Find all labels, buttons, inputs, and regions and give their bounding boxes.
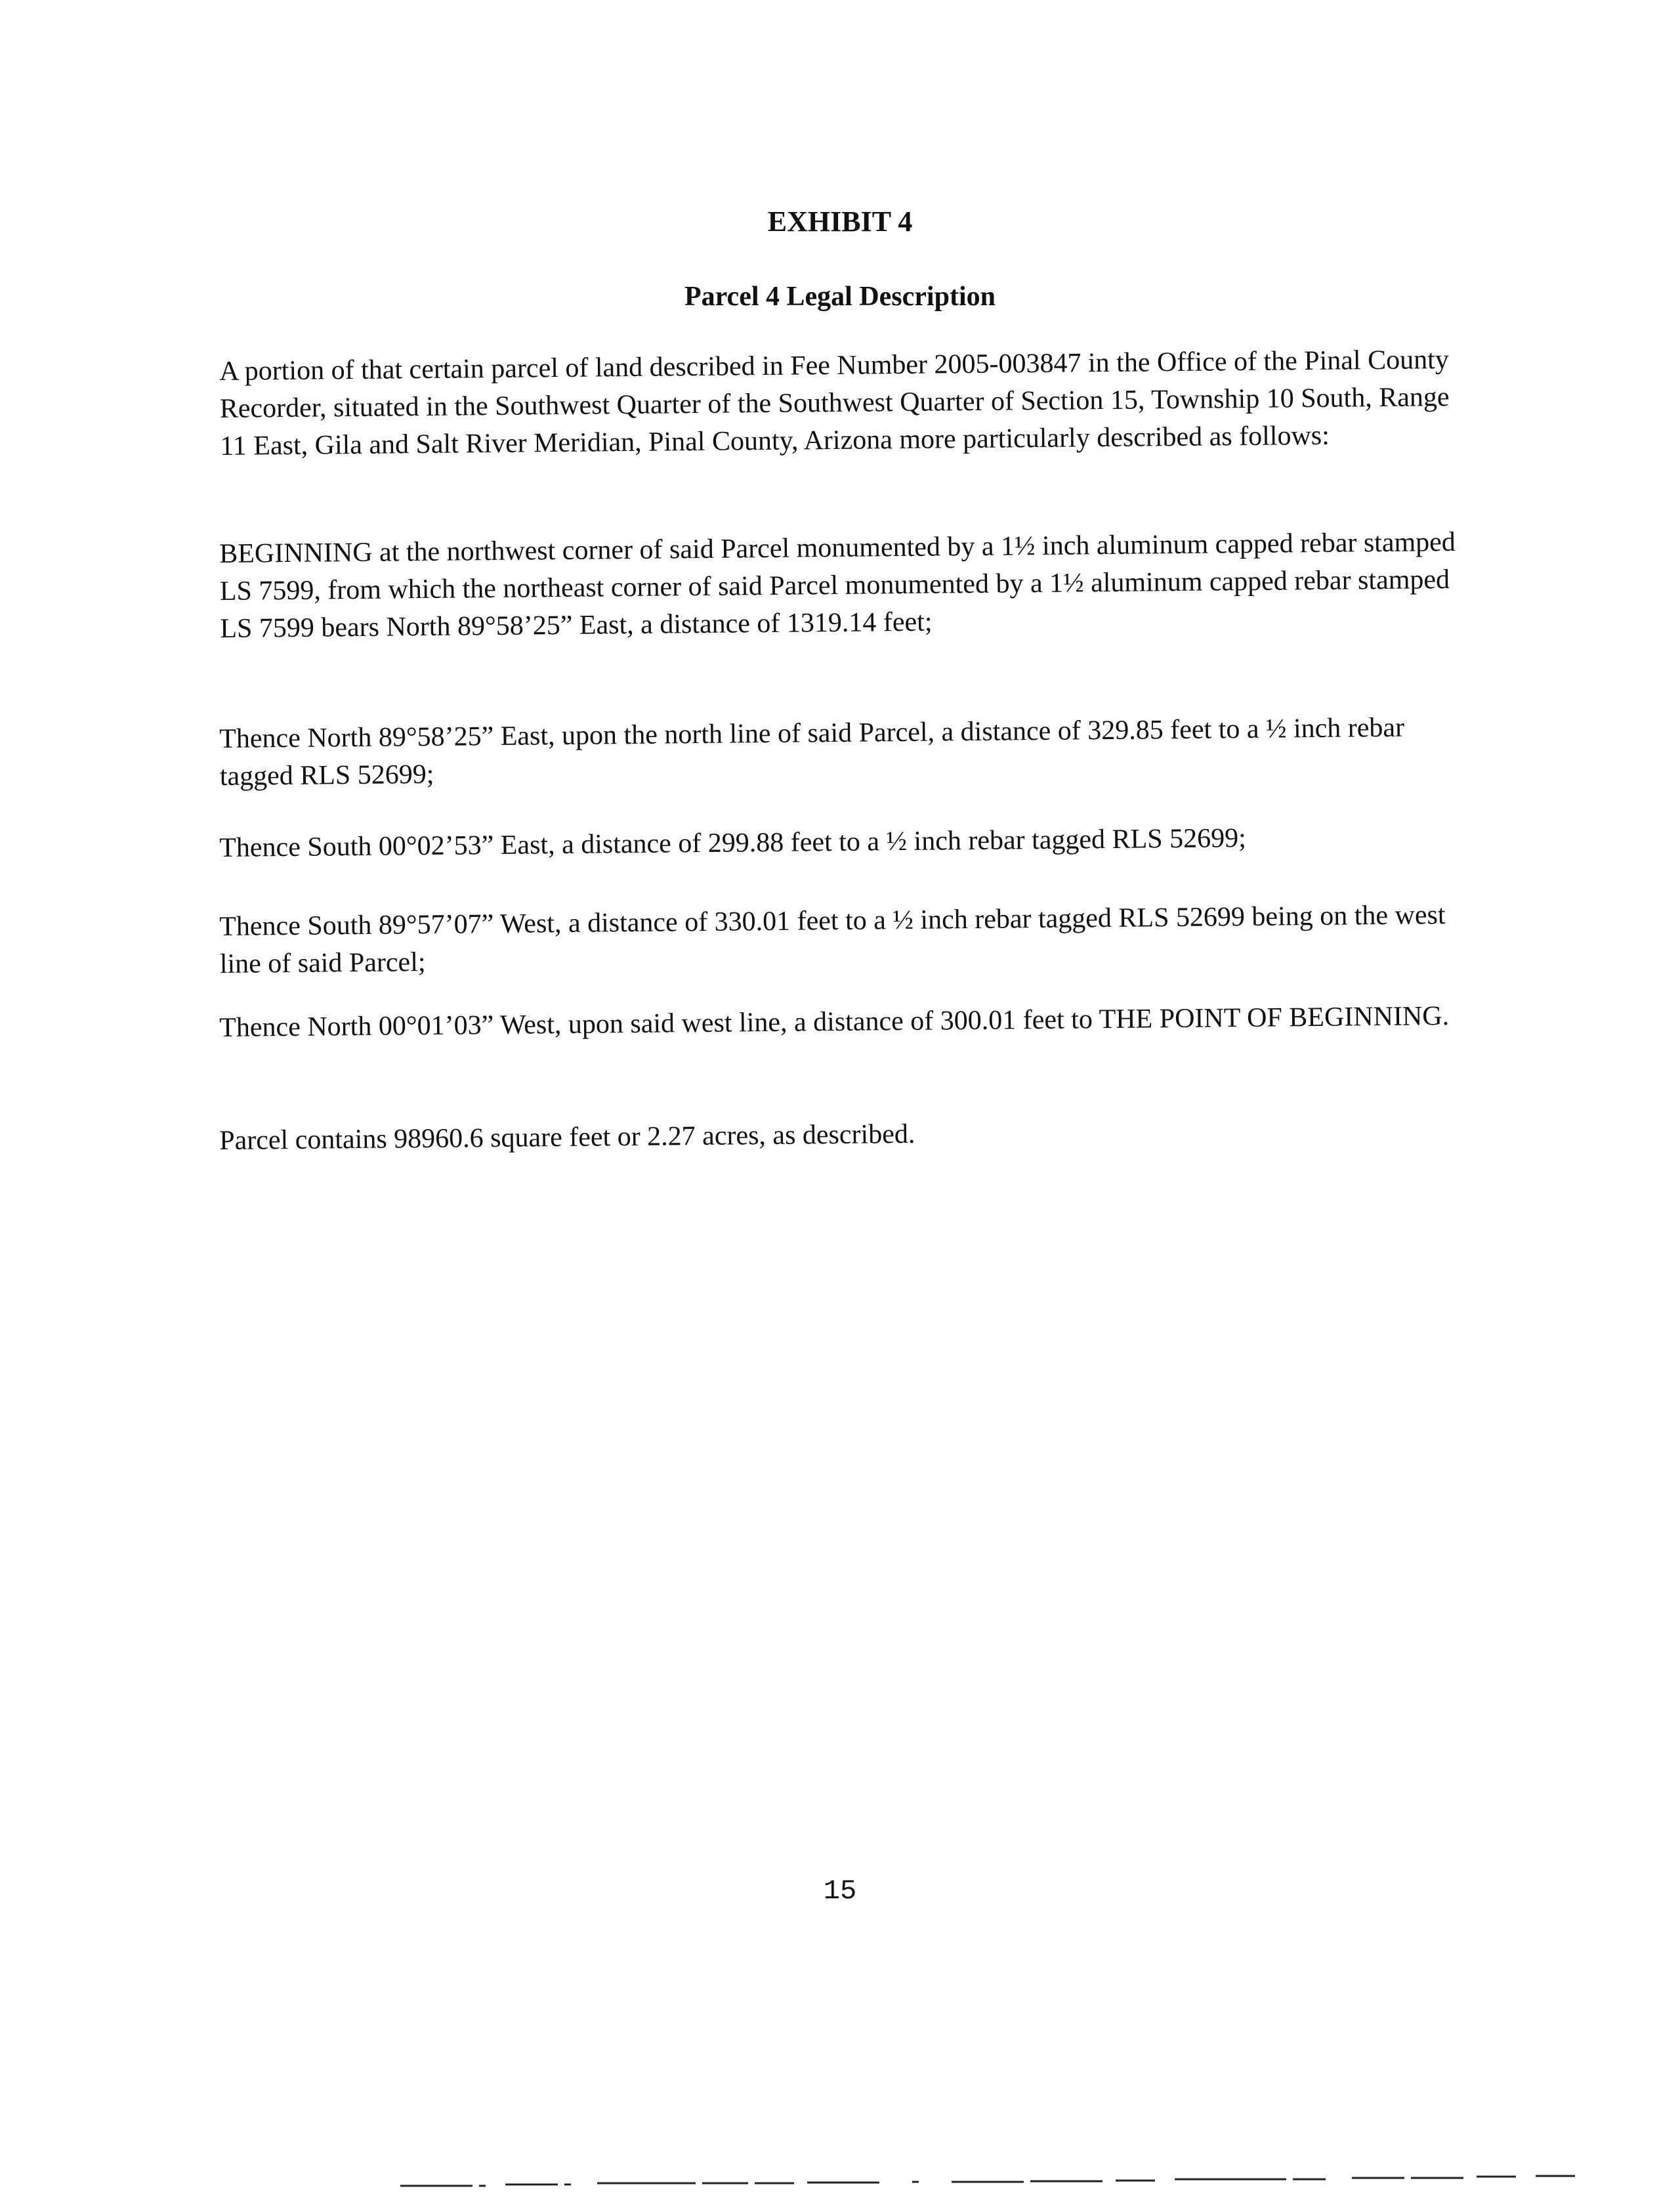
course-paragraph-3: Thence South 89°57’07” West, a distance of 330.01 feet to a ½ inch rebar tagged RLS 52699 being on the west line of said Parcel; <box>219 900 1446 979</box>
course-paragraph-1: Thence North 89°58’25” East, upon the north line of said Parcel, a distance of 329.85 feet to a ½ inch rebar tagged RLS 52699; <box>219 712 1405 792</box>
scan-edge-artifacts <box>0 2166 1680 2195</box>
page-number: 15 <box>823 1875 857 1907</box>
course-paragraph-2: Thence South 00°02’53” East, a distance of 299.88 feet to a ½ inch rebar tagged RLS 52699; <box>219 822 1246 863</box>
beginning-paragraph: BEGINNING at the northwest corner of said Parcel monumented by a 1½ inch aluminum capped rebar stamped LS 7599, from which the northeast corner of said Parcel monumented by a 1½ aluminum capped rebar stamped LS 7599 bears North 89°58’25” East, a distance of 1319.14 feet; <box>219 526 1456 644</box>
intro-paragraph: A portion of that certain parcel of land described in Fee Number 2005-003847 in the Office of the Pinal County Recorder, situated in the Southwest Quarter of the Southwest Quarter of Section 15, Township 10 South, Range 11 East, Gila and Salt River Meridian, Pinal County, Arizona more particularly described as follows: <box>219 345 1450 461</box>
exhibit-title: EXHIBIT 4 <box>767 205 913 238</box>
course-paragraph-4: Thence North 00°01’03” West, upon said west line, a distance of 300.01 feet to THE POINT OF BEGINNING. <box>219 1001 1450 1043</box>
area-paragraph: Parcel contains 98960.6 square feet or 2.27 acres, as described. <box>219 1119 915 1156</box>
document-subtitle: Parcel 4 Legal Description <box>684 282 996 312</box>
